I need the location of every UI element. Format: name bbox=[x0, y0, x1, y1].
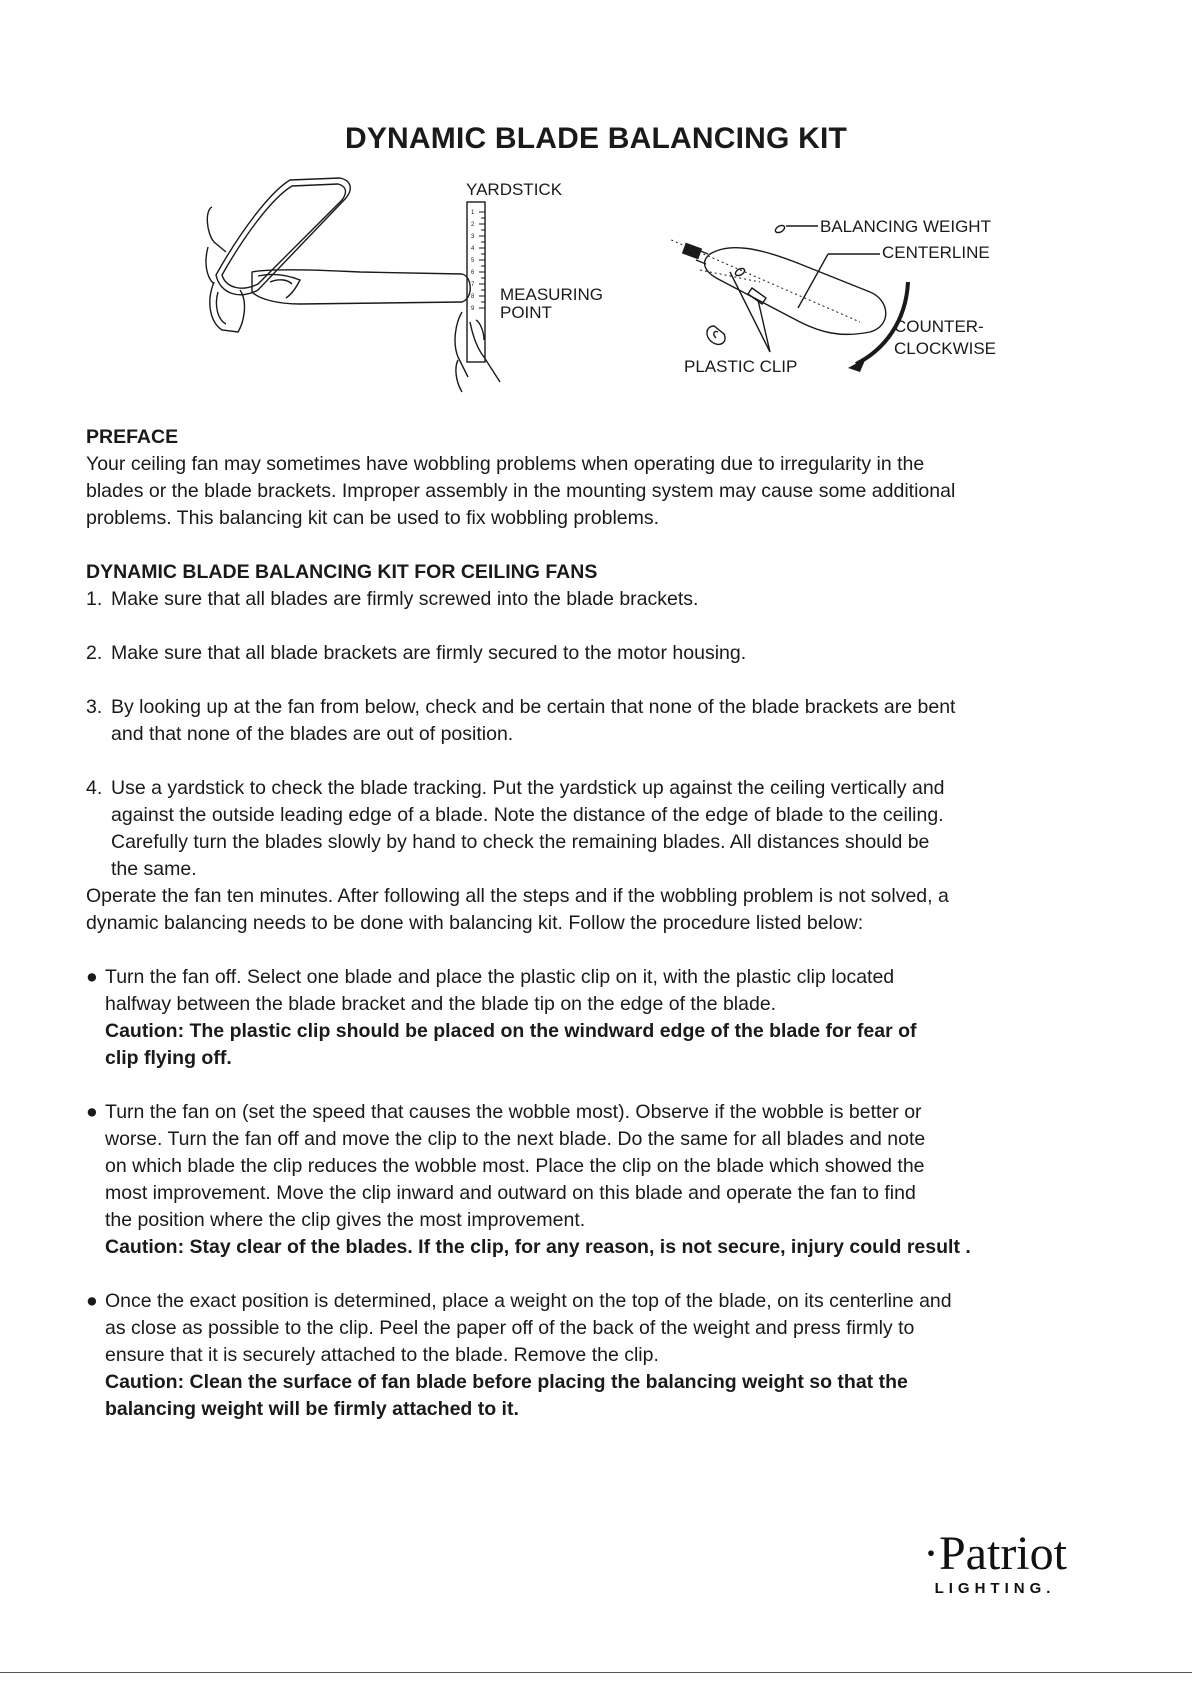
tick-label: 5 bbox=[471, 258, 475, 264]
bullet-line: halfway between the blade bracket and the blade tip on the edge of the blade. bbox=[105, 993, 777, 1015]
tick-label: 1 bbox=[471, 210, 475, 216]
logo-wordmark: ·Patriot bbox=[923, 1527, 1067, 1580]
bullet-line: Turn the fan off. Select one blade and place the plastic clip on it, with the plastic clip located bbox=[105, 966, 895, 988]
plastic-clip-label: PLASTIC CLIP bbox=[684, 357, 798, 376]
tick-label: 4 bbox=[471, 246, 475, 252]
bullet-symbol: ● bbox=[86, 1101, 98, 1123]
instructions-body bbox=[86, 424, 1126, 1423]
bullet-2 bbox=[86, 1099, 1126, 1261]
bullet-line: on which blade the clip reduces the wobble most. Place the clip on the blade which showed the bbox=[105, 1155, 925, 1177]
document-title: DYNAMIC BLADE BALANCING KIT bbox=[344, 122, 848, 155]
yardstick-illustration bbox=[200, 172, 660, 412]
patriot-lighting-logo bbox=[910, 1527, 1080, 1597]
step-number: 1. bbox=[86, 588, 103, 610]
tick-label: 3 bbox=[471, 234, 475, 240]
step-line: Carefully turn the blades slowly by hand to check the remaining blades. All distances should be bbox=[111, 831, 930, 853]
bullet-symbol: ● bbox=[86, 1290, 98, 1312]
measuring-point-label-1: MEASURING bbox=[500, 285, 603, 304]
step-number: 3. bbox=[86, 696, 103, 718]
step-1 bbox=[86, 586, 1126, 613]
bullet-3 bbox=[86, 1288, 1126, 1423]
caution-line: balancing weight will be firmly attached to it. bbox=[105, 1398, 519, 1420]
step-number: 2. bbox=[86, 642, 103, 664]
tick-label: 7 bbox=[471, 282, 475, 288]
bullet-line: ensure that it is securely attached to the blade. Remove the clip. bbox=[105, 1344, 659, 1366]
operate-line: dynamic balancing needs to be done with balancing kit. Follow the procedure listed below: bbox=[86, 912, 864, 934]
counter-label-1: COUNTER- bbox=[894, 317, 984, 336]
bullet-symbol: ● bbox=[86, 966, 98, 988]
step-3 bbox=[86, 694, 1126, 748]
caution-line: Caution: Clean the surface of fan blade before placing the balancing weight so that the bbox=[105, 1371, 908, 1393]
counter-label-2: CLOCKWISE bbox=[894, 339, 997, 358]
bullet-line: Turn the fan on (set the speed that causes the wobble most). Observe if the wobble is better or bbox=[105, 1101, 922, 1123]
tick-label: 6 bbox=[471, 270, 475, 276]
bullet-line: as close as possible to the clip. Peel the paper off of the back of the weight and press firmly to bbox=[105, 1317, 915, 1339]
tick-label: 9 bbox=[471, 306, 475, 312]
tick-label: 2 bbox=[471, 222, 475, 228]
bullet-1 bbox=[86, 964, 1126, 1072]
balancing-weight-label: BALANCING WEIGHT bbox=[820, 217, 991, 236]
step-4 bbox=[86, 775, 1126, 883]
balancing-illustration bbox=[670, 172, 1090, 402]
caution-line: clip flying off. bbox=[105, 1047, 232, 1069]
bullet-line: most improvement. Move the clip inward and outward on this blade and operate the fan to find bbox=[105, 1182, 916, 1204]
step-line: and that none of the blades are out of position. bbox=[111, 723, 514, 745]
preface-line: Your ceiling fan may sometimes have wobbling problems when operating due to irregularity in the bbox=[86, 453, 925, 475]
centerline-label: CENTERLINE bbox=[882, 243, 990, 262]
caution-line: Caution: Stay clear of the blades. If the clip, for any reason, is not secure, injury could result . bbox=[105, 1236, 971, 1258]
step-2 bbox=[86, 640, 1126, 667]
yardstick-label: YARDSTICK bbox=[466, 180, 563, 199]
operate-line: Operate the fan ten minutes. After following all the steps and if the wobbling problem is not solved, a bbox=[86, 885, 949, 907]
step-line: Make sure that all blade brackets are firmly secured to the motor housing. bbox=[111, 642, 747, 664]
preface-line: blades or the blade brackets. Improper assembly in the mounting system may cause some additional bbox=[86, 480, 956, 502]
bullet-line: Once the exact position is determined, place a weight on the top of the blade, on its centerline and bbox=[105, 1290, 952, 1312]
step-line: the same. bbox=[111, 858, 197, 880]
measuring-point-label-2: POINT bbox=[500, 303, 552, 322]
step-line: By looking up at the fan from below, check and be certain that none of the blade brackets are bent bbox=[111, 696, 956, 718]
preface-heading: PREFACE bbox=[86, 426, 179, 448]
step-line: Use a yardstick to check the blade tracking. Put the yardstick up against the ceiling vertically and bbox=[111, 777, 945, 799]
tick-label: 8 bbox=[471, 294, 475, 300]
kit-heading: DYNAMIC BLADE BALANCING KIT FOR CEILING FANS bbox=[86, 561, 598, 583]
page-bottom-rule bbox=[0, 1672, 1192, 1673]
logo-subtitle: LIGHTING. bbox=[934, 1580, 1056, 1597]
step-number: 4. bbox=[86, 777, 103, 799]
step-line: against the outside leading edge of a blade. Note the distance of the edge of blade to the ceiling. bbox=[111, 804, 944, 826]
ruler-ticks bbox=[471, 210, 475, 312]
caution-line: Caution: The plastic clip should be placed on the windward edge of the blade for fear of bbox=[105, 1020, 917, 1042]
preface-line: problems. This balancing kit can be used to fix wobbling problems. bbox=[86, 507, 660, 529]
bullet-line: worse. Turn the fan off and move the clip to the next blade. Do the same for all blades and note bbox=[105, 1128, 926, 1150]
bullet-line: the position where the clip gives the most improvement. bbox=[105, 1209, 586, 1231]
step-line: Make sure that all blades are firmly screwed into the blade brackets. bbox=[111, 588, 699, 610]
